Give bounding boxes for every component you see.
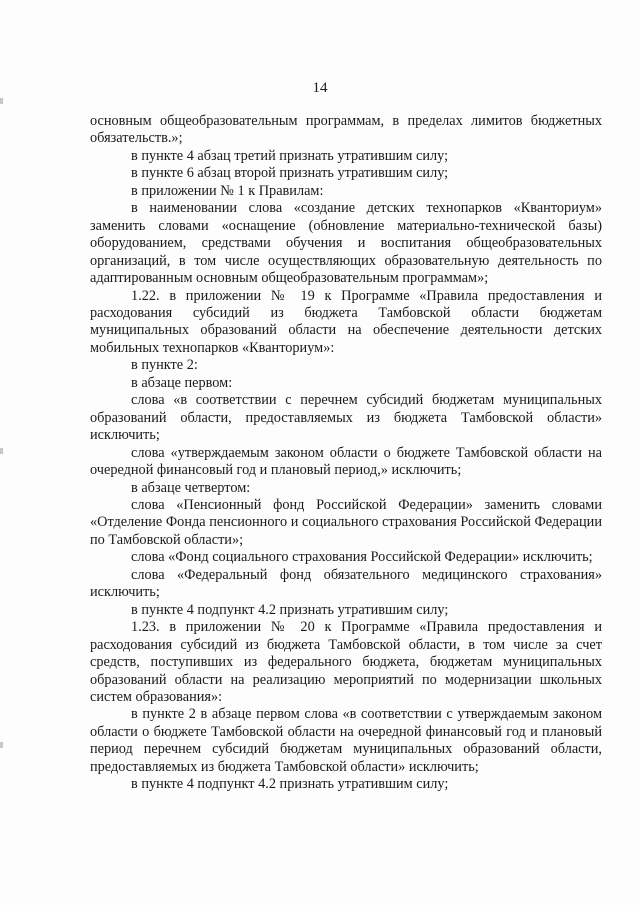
- paragraph: в пункте 2 в абзаце первом слова «в соответствии с утверждаемым законом области о бюджете Тамбовской области на очередной финансовый год и плановый период перечнем субсидий бюджетам муниципальных образований области, предоставляемых из бюджета Тамбовской области» исключить;: [90, 706, 602, 775]
- paragraph: в приложении № 1 к Правилам:: [131, 182, 324, 199]
- page-number: 14: [312, 80, 328, 96]
- scan-edge-mark: [0, 448, 3, 454]
- paragraph: слова «Федеральный фонд обязательного медицинского страхования» исключить;: [90, 566, 602, 601]
- paragraph: в пункте 4 подпункт 4.2 признать утратившим силу;: [131, 776, 449, 793]
- paragraph: в пункте 6 абзац второй признать утратившим силу;: [131, 165, 449, 182]
- paragraph-item-1-23: 1.23. в приложении № 20 к Программе «Правила предоставления и расходования субсидий из бюджета Тамбовской области, в том числе за счет средств, поступивших из федерального бюджета, бюджетам муниципальных образований области на реализацию мероприятий по модернизации школьных систем образования»:: [90, 619, 602, 705]
- paragraph: в пункте 4 абзац третий признать утратившим силу;: [131, 147, 449, 164]
- paragraph-item-1-22: 1.22. в приложении № 19 к Программе «Правила предоставления и расходования субсидий из бюджета Тамбовской области бюджетам муниципальных образований области на обеспечение деятельности детских мобильных технопарков «Кванториум»:: [90, 287, 602, 356]
- paragraph-continuation: основным общеобразовательным программам, в пределах лимитов бюджетных обязательств.»;: [90, 113, 602, 147]
- document-body: [90, 113, 602, 794]
- scan-edge-mark: [0, 742, 3, 748]
- paragraph: слова «Пенсионный фонд Российской Федерации» заменить словами «Отделение Фонда пенсионного и социального страхования Российской Федерации по Тамбовской области»;: [90, 496, 602, 548]
- paragraph: в пункте 4 подпункт 4.2 признать утратившим силу;: [131, 601, 449, 618]
- paragraph: в абзаце четвертом:: [131, 479, 251, 496]
- paragraph: слова «в соответствии с перечнем субсидий бюджетам муниципальных образований области, предоставляемых из бюджета Тамбовской области» исключить;: [90, 392, 602, 444]
- paragraph: в наименовании слова «создание детских технопарков «Кванториум» заменить словами «оснащение (обновление материально-технической базы) оборудованием, средствами обучения и воспитания общеобразовательных организаций, в том числе осуществляющих образовательную деятельность по адаптированным основным общеобразовательным программам»;: [90, 200, 602, 287]
- scan-edge-mark: [0, 98, 3, 104]
- paragraph: в абзаце первом:: [131, 374, 233, 391]
- paragraph: слова «Фонд социального страхования Российской Федерации» исключить;: [131, 549, 593, 566]
- paragraph: в пункте 2:: [131, 357, 198, 374]
- paragraph: слова «утверждаемым законом области о бюджете Тамбовской области на очередной финансовый год и плановый период,» исключить;: [90, 444, 602, 479]
